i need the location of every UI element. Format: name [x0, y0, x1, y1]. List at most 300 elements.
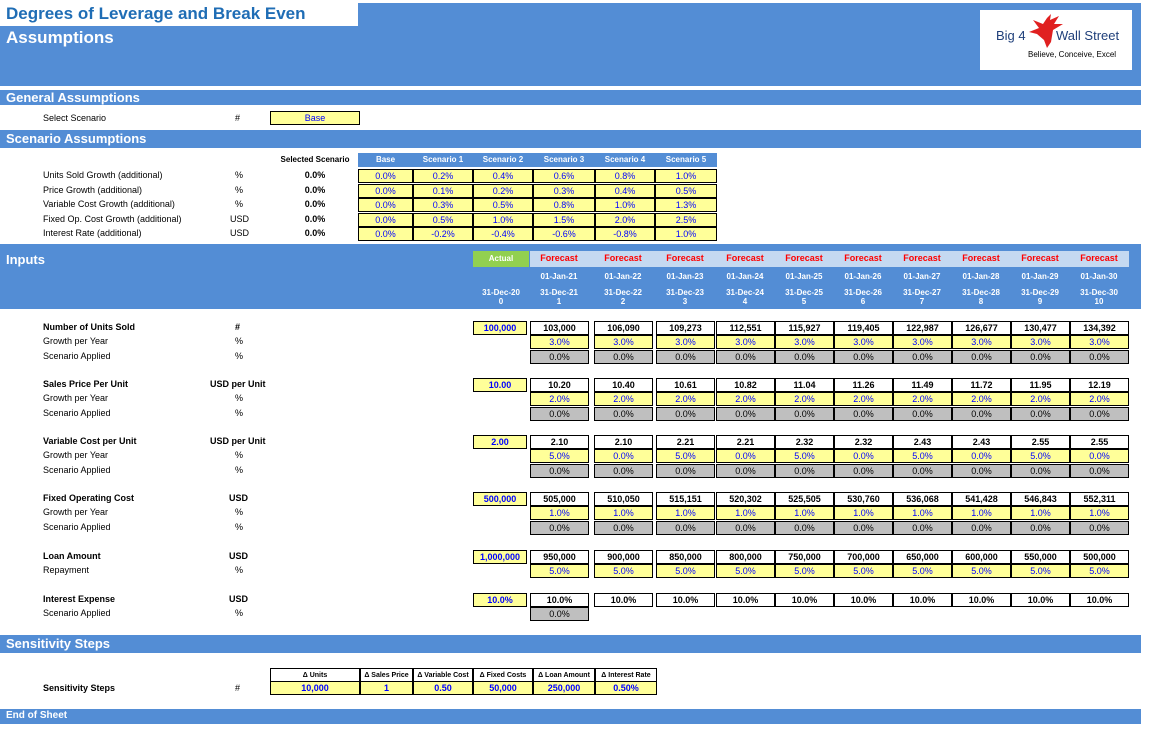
scenario-row-unit: %: [235, 170, 244, 180]
scenario-selected-value: 0.0%: [304, 213, 326, 224]
scenario-input-cell[interactable]: 1.0%: [655, 227, 717, 241]
scenario-applied-cell: 0.0%: [1011, 464, 1070, 478]
sensitivity-input-cell[interactable]: 0.50%: [595, 681, 657, 695]
forecast-label: Forecast: [1080, 253, 1118, 263]
scenario-selected-value: 0.0%: [304, 170, 326, 180]
end-date: 31-Dec-27: [903, 288, 941, 297]
input-sub-unit: %: [235, 464, 244, 475]
sensitivity-header: Δ Units: [270, 668, 360, 682]
growth-input-cell[interactable]: 5.0%: [893, 449, 952, 463]
input-sub-unit: %: [235, 521, 244, 532]
page-subtitle: Assumptions: [6, 28, 114, 47]
logo: [980, 10, 1132, 70]
scenario-applied-cell: 0.0%: [594, 407, 653, 421]
input-actual-cell[interactable]: 1,000,000: [473, 550, 527, 564]
scenario-input-cell[interactable]: 1.0%: [595, 198, 655, 212]
scenario-selected-value: 0.0%: [304, 228, 326, 238]
input-forecast-cell: 950,000: [530, 550, 589, 564]
input-forecast-cell: 650,000: [893, 550, 952, 564]
end-date: 31-Dec-24: [726, 288, 764, 297]
scenario-header-6: Scenario 5: [655, 153, 717, 167]
scenario-applied-cell: 0.0%: [594, 464, 653, 478]
input-forecast-cell: 10.20: [530, 378, 589, 392]
end-date: 31-Dec-21: [540, 288, 578, 297]
input-forecast-cell: 2.21: [656, 435, 715, 449]
input-forecast-cell: 109,273: [656, 321, 715, 335]
input-group-unit: #: [235, 322, 241, 332]
input-forecast-cell: 106,090: [594, 321, 653, 335]
growth-input-cell[interactable]: 2.0%: [716, 392, 775, 406]
input-forecast-cell: 530,760: [834, 492, 893, 506]
input-forecast-cell: 525,505: [775, 492, 834, 506]
input-group-label: Sales Price Per Unit: [43, 379, 129, 389]
input-forecast-cell: 12.19: [1070, 378, 1129, 392]
forecast-label: Forecast: [903, 253, 941, 263]
growth-input-cell[interactable]: 0.0%: [952, 449, 1011, 463]
growth-input-cell[interactable]: 5.0%: [775, 449, 834, 463]
forecast-label: Forecast: [666, 253, 704, 263]
input-forecast-cell: 2.55: [1070, 435, 1129, 449]
input-forecast-cell: 515,151: [656, 492, 715, 506]
logo-text-left: Big 4: [996, 28, 1026, 43]
scenario-applied-cell: 0.0%: [834, 464, 893, 478]
scenario-applied-cell: 0.0%: [530, 350, 589, 364]
input-forecast-cell: 2.32: [834, 435, 893, 449]
forecast-label: Forecast: [540, 253, 578, 263]
input-sub-label: Scenario Applied: [43, 608, 111, 618]
scenario-input-cell[interactable]: 0.4%: [595, 184, 655, 198]
scenario-row-unit: %: [235, 184, 244, 195]
start-date: 01-Jan-23: [666, 272, 704, 281]
scenario-applied-cell: 0.0%: [1011, 407, 1070, 421]
scenario-input-cell[interactable]: -0.6%: [533, 227, 595, 241]
input-forecast-cell: 122,987: [893, 321, 952, 335]
input-forecast-cell: 10.61: [656, 378, 715, 392]
growth-input-cell[interactable]: 1.0%: [1070, 506, 1129, 520]
scenario-applied-cell: 0.0%: [893, 464, 952, 478]
scenario-applied-cell: 0.0%: [1070, 521, 1129, 535]
input-group-unit: USD: [229, 493, 249, 503]
input-forecast-cell: 10.40: [594, 378, 653, 392]
growth-input-cell[interactable]: 3.0%: [893, 335, 952, 349]
scenario-row-unit: USD: [230, 228, 250, 238]
growth-input-cell[interactable]: 1.0%: [716, 506, 775, 520]
scenario-input-cell[interactable]: -0.4%: [473, 227, 533, 241]
period-number: 3: [682, 297, 688, 306]
scenario-applied-cell: 0.0%: [775, 464, 834, 478]
input-sub-label: Scenario Applied: [43, 521, 111, 532]
input-forecast-cell: 10.0%: [952, 593, 1011, 607]
growth-input-cell[interactable]: 1.0%: [656, 506, 715, 520]
scenario-applied-cell: 0.0%: [893, 350, 952, 364]
forecast-label: Forecast: [962, 253, 1000, 263]
sensitivity-header: Δ Interest Rate: [595, 668, 657, 682]
input-forecast-cell: 850,000: [656, 550, 715, 564]
growth-input-cell[interactable]: 3.0%: [1011, 335, 1070, 349]
scenario-input-cell[interactable]: 0.2%: [473, 184, 533, 198]
input-actual-cell[interactable]: 2.00: [473, 435, 527, 449]
scenario-row-unit: %: [235, 199, 244, 209]
growth-input-cell[interactable]: 1.0%: [530, 506, 589, 520]
input-forecast-cell: 800,000: [716, 550, 775, 564]
input-sub-unit: %: [235, 336, 244, 346]
input-forecast-cell: 505,000: [530, 492, 589, 506]
input-group-unit: USD per Unit: [210, 436, 266, 446]
sensitivity-header: Δ Loan Amount: [533, 668, 595, 682]
start-date: 01-Jan-21: [540, 272, 578, 281]
input-forecast-cell: 11.72: [952, 378, 1011, 392]
scenario-input-cell[interactable]: -0.8%: [595, 227, 655, 241]
input-group-unit: USD per Unit: [210, 379, 266, 389]
sensitivity-input-cell[interactable]: 50,000: [473, 681, 533, 695]
scenario-row-label: Units Sold Growth (additional): [43, 170, 163, 180]
growth-input-cell[interactable]: 5.0%: [893, 564, 952, 578]
input-actual-cell[interactable]: 500,000: [473, 492, 527, 506]
input-forecast-cell: 750,000: [775, 550, 834, 564]
growth-input-cell[interactable]: 3.0%: [530, 335, 589, 349]
input-forecast-cell: 10.0%: [530, 593, 589, 607]
scenario-applied-cell: 0.0%: [656, 521, 715, 535]
input-forecast-cell: 500,000: [1070, 550, 1129, 564]
input-forecast-cell: 900,000: [594, 550, 653, 564]
end-date: 31-Dec-29: [1021, 288, 1059, 297]
period-number: 5: [801, 297, 807, 306]
growth-input-cell[interactable]: 0.0%: [834, 449, 893, 463]
growth-input-cell[interactable]: 2.0%: [530, 392, 589, 406]
growth-input-cell[interactable]: 2.0%: [656, 392, 715, 406]
period-number: 4: [742, 297, 748, 306]
input-group-unit: USD: [229, 551, 249, 561]
scenario-input-cell[interactable]: 0.6%: [533, 169, 595, 183]
input-forecast-cell: 520,302: [716, 492, 775, 506]
scenario-applied-cell: 0.0%: [1070, 407, 1129, 421]
input-forecast-cell: 2.55: [1011, 435, 1070, 449]
scenario-input-cell[interactable]: 1.5%: [533, 213, 595, 227]
growth-input-cell[interactable]: 2.0%: [952, 392, 1011, 406]
end-date: 31-Dec-20: [482, 288, 520, 297]
input-forecast-cell: 600,000: [952, 550, 1011, 564]
input-sub-label: Scenario Applied: [43, 464, 111, 475]
scenario-applied-cell: 0.0%: [834, 407, 893, 421]
scenario-applied-cell: 0.0%: [775, 350, 834, 364]
growth-input-cell[interactable]: 2.0%: [1011, 392, 1070, 406]
scenario-input-cell[interactable]: 0.0%: [358, 227, 413, 241]
input-sub-label: Growth per Year: [43, 336, 109, 346]
select-scenario-dropdown[interactable]: Base: [270, 111, 360, 125]
period-number: 10: [1094, 297, 1104, 306]
logo-tagline: Believe, Conceive, Excel: [1028, 50, 1117, 59]
growth-input-cell[interactable]: 5.0%: [775, 564, 834, 578]
growth-input-cell[interactable]: 3.0%: [594, 335, 653, 349]
scenario-applied-cell: 0.0%: [530, 521, 589, 535]
scenario-header-1: Base: [358, 153, 413, 167]
scenario-applied-cell: 0.0%: [594, 521, 653, 535]
scenario-row-label: Fixed Op. Cost Growth (additional): [43, 213, 182, 224]
period-number: 8: [978, 297, 984, 306]
scenario-applied-cell: 0.0%: [716, 407, 775, 421]
sensitivity-input-cell[interactable]: 0.50: [413, 681, 473, 695]
growth-input-cell[interactable]: 3.0%: [1070, 335, 1129, 349]
growth-input-cell[interactable]: 1.0%: [952, 506, 1011, 520]
input-forecast-cell: 11.26: [834, 378, 893, 392]
input-forecast-cell: 541,428: [952, 492, 1011, 506]
scenario-applied-cell: 0.0%: [893, 407, 952, 421]
period-number: 2: [620, 297, 626, 306]
scenario-input-cell[interactable]: -0.2%: [413, 227, 473, 241]
input-forecast-cell: 550,000: [1011, 550, 1070, 564]
growth-input-cell[interactable]: 5.0%: [716, 564, 775, 578]
input-forecast-cell: 546,843: [1011, 492, 1070, 506]
input-actual-cell[interactable]: 10.00: [473, 378, 527, 392]
scenario-input-cell[interactable]: 0.5%: [413, 213, 473, 227]
input-forecast-cell: 2.21: [716, 435, 775, 449]
growth-input-cell[interactable]: 3.0%: [775, 335, 834, 349]
scenario-applied-cell: 0.0%: [834, 350, 893, 364]
growth-input-cell[interactable]: 2.0%: [775, 392, 834, 406]
growth-input-cell[interactable]: 5.0%: [656, 449, 715, 463]
scenario-applied-cell: 0.0%: [716, 350, 775, 364]
input-forecast-cell: 2.32: [775, 435, 834, 449]
growth-input-cell[interactable]: 5.0%: [656, 564, 715, 578]
input-forecast-cell: 510,050: [594, 492, 653, 506]
growth-input-cell[interactable]: 3.0%: [834, 335, 893, 349]
period-number: 7: [919, 297, 925, 306]
sensitivity-header: Δ Variable Cost: [413, 668, 473, 682]
input-actual-cell[interactable]: 100,000: [473, 321, 527, 335]
growth-input-cell[interactable]: 3.0%: [656, 335, 715, 349]
scenario-input-cell[interactable]: 0.1%: [413, 184, 473, 198]
sensitivity-steps-label: Sensitivity Steps: [43, 683, 116, 693]
input-forecast-cell: 11.49: [893, 378, 952, 392]
sensitivity-input-cell[interactable]: 250,000: [533, 681, 595, 695]
growth-input-cell[interactable]: 2.0%: [893, 392, 952, 406]
growth-input-cell[interactable]: 5.0%: [530, 564, 589, 578]
scenario-applied-cell: 0.0%: [1011, 350, 1070, 364]
general-band: [0, 90, 1141, 105]
scenario-applied-cell: 0.0%: [530, 607, 589, 621]
growth-input-cell[interactable]: 0.0%: [1070, 449, 1129, 463]
input-actual-cell[interactable]: 10.0%: [473, 593, 527, 607]
input-sub-unit: %: [235, 350, 244, 361]
input-forecast-cell: 126,677: [952, 321, 1011, 335]
input-sub-label: Scenario Applied: [43, 407, 111, 418]
scenario-input-cell[interactable]: 0.3%: [413, 198, 473, 212]
scenario-selected-value: 0.0%: [304, 184, 326, 195]
scenario-input-cell[interactable]: 0.3%: [533, 184, 595, 198]
start-date: 01-Jan-28: [962, 272, 1000, 281]
scenario-applied-cell: 0.0%: [952, 407, 1011, 421]
input-forecast-cell: 536,068: [893, 492, 952, 506]
scenario-applied-cell: 0.0%: [1070, 464, 1129, 478]
growth-input-cell[interactable]: 1.0%: [1011, 506, 1070, 520]
scenario-applied-cell: 0.0%: [775, 521, 834, 535]
sensitivity-header: Δ Fixed Costs: [473, 668, 533, 682]
growth-input-cell[interactable]: 0.0%: [594, 449, 653, 463]
growth-input-cell[interactable]: 0.0%: [716, 449, 775, 463]
input-forecast-cell: 112,551: [716, 321, 775, 335]
scenario-header-0: Selected Scenario: [272, 153, 358, 167]
start-date: 01-Jan-30: [1080, 272, 1118, 281]
scenario-header-2: Scenario 1: [413, 153, 473, 167]
scenario-applied-cell: 0.0%: [530, 407, 589, 421]
select-scenario-unit: #: [235, 113, 241, 123]
input-forecast-cell: 130,477: [1011, 321, 1070, 335]
start-date: 01-Jan-26: [844, 272, 882, 281]
scenario-row-label: Interest Rate (additional): [43, 228, 142, 238]
footer-band: [0, 709, 1141, 724]
end-date: 31-Dec-23: [666, 288, 704, 297]
scenario-applied-cell: 0.0%: [952, 350, 1011, 364]
input-forecast-cell: 10.0%: [893, 593, 952, 607]
input-forecast-cell: 2.43: [893, 435, 952, 449]
input-sub-unit: %: [235, 608, 244, 618]
growth-input-cell[interactable]: 5.0%: [530, 449, 589, 463]
input-forecast-cell: 134,392: [1070, 321, 1129, 335]
input-forecast-cell: 2.10: [594, 435, 653, 449]
input-forecast-cell: 10.0%: [716, 593, 775, 607]
scenario-header-4: Scenario 3: [533, 153, 595, 167]
input-forecast-cell: 700,000: [834, 550, 893, 564]
scenario-input-cell[interactable]: 1.0%: [655, 169, 717, 183]
period-number: 1: [556, 297, 562, 306]
growth-input-cell[interactable]: 2.0%: [594, 392, 653, 406]
scenario-input-cell[interactable]: 0.0%: [358, 169, 413, 183]
growth-input-cell[interactable]: 3.0%: [716, 335, 775, 349]
period-number: 9: [1037, 297, 1043, 306]
scenario-row-label: Price Growth (additional): [43, 184, 143, 195]
page-title: Degrees of Leverage and Break Even: [6, 4, 306, 23]
input-forecast-cell: 10.82: [716, 378, 775, 392]
general-section-title: General Assumptions: [6, 90, 140, 105]
growth-input-cell[interactable]: 5.0%: [1011, 564, 1070, 578]
input-sub-label: Growth per Year: [43, 450, 109, 460]
scenario-applied-cell: 0.0%: [530, 464, 589, 478]
scenario-input-cell[interactable]: 2.5%: [655, 213, 717, 227]
input-sub-label: Repayment: [43, 565, 90, 575]
input-sub-label: Growth per Year: [43, 393, 109, 403]
growth-input-cell[interactable]: 2.0%: [834, 392, 893, 406]
input-group-label: Variable Cost per Unit: [43, 436, 137, 446]
growth-input-cell[interactable]: 1.0%: [775, 506, 834, 520]
actual-label: Actual: [473, 251, 529, 267]
growth-input-cell[interactable]: 3.0%: [952, 335, 1011, 349]
input-sub-unit: %: [235, 565, 244, 575]
growth-input-cell[interactable]: 5.0%: [594, 564, 653, 578]
select-scenario-label: Select Scenario: [43, 113, 107, 123]
input-forecast-cell: 119,405: [834, 321, 893, 335]
input-sub-unit: %: [235, 393, 244, 403]
input-group-label: Loan Amount: [43, 551, 101, 561]
scenario-input-cell[interactable]: 0.8%: [595, 169, 655, 183]
scenario-header-3: Scenario 2: [473, 153, 533, 167]
input-sub-unit: %: [235, 450, 244, 460]
scenario-applied-cell: 0.0%: [716, 521, 775, 535]
input-group-unit: USD: [229, 594, 249, 604]
forecast-label: Forecast: [604, 253, 642, 263]
end-date: 31-Dec-22: [604, 288, 642, 297]
scenario-input-cell[interactable]: 0.0%: [358, 213, 413, 227]
scenario-row-unit: USD: [230, 213, 250, 224]
sensitivity-section-title: Sensitivity Steps: [6, 636, 111, 651]
input-forecast-cell: 11.04: [775, 378, 834, 392]
scenario-header-5: Scenario 4: [595, 153, 655, 167]
scenario-applied-cell: 0.0%: [656, 464, 715, 478]
scenario-input-cell[interactable]: 0.2%: [413, 169, 473, 183]
growth-input-cell[interactable]: 5.0%: [1011, 449, 1070, 463]
forecast-label: Forecast: [785, 253, 823, 263]
scenario-input-cell[interactable]: 1.0%: [473, 213, 533, 227]
input-group-label: Fixed Operating Cost: [43, 493, 135, 503]
scenario-row-label: Variable Cost Growth (additional): [43, 199, 175, 209]
end-date: 31-Dec-25: [785, 288, 823, 297]
input-sub-label: Scenario Applied: [43, 350, 111, 361]
input-forecast-cell: 2.43: [952, 435, 1011, 449]
scenario-applied-cell: 0.0%: [952, 521, 1011, 535]
growth-input-cell[interactable]: 2.0%: [1070, 392, 1129, 406]
sensitivity-input-cell[interactable]: 1: [360, 681, 413, 695]
growth-input-cell[interactable]: 5.0%: [952, 564, 1011, 578]
end-date: 31-Dec-28: [962, 288, 1000, 297]
input-forecast-cell: 115,927: [775, 321, 834, 335]
scenario-input-cell[interactable]: 0.0%: [358, 198, 413, 212]
growth-input-cell[interactable]: 1.0%: [893, 506, 952, 520]
scenario-input-cell[interactable]: 1.3%: [655, 198, 717, 212]
scenario-applied-cell: 0.0%: [656, 407, 715, 421]
start-date: 01-Jan-27: [903, 272, 941, 281]
period-number: 0: [498, 297, 504, 306]
start-date: 01-Jan-25: [785, 272, 823, 281]
growth-input-cell[interactable]: 5.0%: [1070, 564, 1129, 578]
scenario-applied-cell: 0.0%: [716, 464, 775, 478]
start-date: 01-Jan-22: [604, 272, 642, 281]
sensitivity-steps-unit: #: [235, 683, 241, 693]
forecast-label: Forecast: [844, 253, 882, 263]
scenario-applied-cell: 0.0%: [893, 521, 952, 535]
forecast-label: Forecast: [1021, 253, 1059, 263]
input-forecast-cell: 11.95: [1011, 378, 1070, 392]
end-of-sheet-label: End of Sheet: [6, 710, 68, 721]
scenario-applied-cell: 0.0%: [952, 464, 1011, 478]
sensitivity-input-cell[interactable]: 10,000: [270, 681, 360, 695]
scenario-input-cell[interactable]: 0.0%: [358, 184, 413, 198]
growth-input-cell[interactable]: 5.0%: [834, 564, 893, 578]
forecast-label: Forecast: [726, 253, 764, 263]
scenario-applied-cell: 0.0%: [656, 350, 715, 364]
end-date: 31-Dec-30: [1080, 288, 1118, 297]
input-group-label: Number of Units Sold: [43, 322, 135, 332]
input-forecast-cell: 10.0%: [1011, 593, 1070, 607]
scenario-input-cell[interactable]: 2.0%: [595, 213, 655, 227]
start-date: 01-Jan-29: [1021, 272, 1059, 281]
sensitivity-band: [0, 635, 1141, 653]
scenario-applied-cell: 0.0%: [594, 350, 653, 364]
end-date: 31-Dec-26: [844, 288, 882, 297]
input-forecast-cell: 10.0%: [834, 593, 893, 607]
logo-text-right: Wall Street: [1056, 28, 1120, 43]
scenario-input-cell[interactable]: 0.5%: [655, 184, 717, 198]
input-forecast-cell: 2.10: [530, 435, 589, 449]
growth-input-cell[interactable]: 1.0%: [834, 506, 893, 520]
scenario-input-cell[interactable]: 0.5%: [473, 198, 533, 212]
input-sub-unit: %: [235, 407, 244, 418]
scenario-applied-cell: 0.0%: [1070, 350, 1129, 364]
input-forecast-cell: 10.0%: [594, 593, 653, 607]
scenario-input-cell[interactable]: 0.4%: [473, 169, 533, 183]
scenario-section-title: Scenario Assumptions: [6, 131, 147, 146]
scenario-input-cell[interactable]: 0.8%: [533, 198, 595, 212]
input-forecast-cell: 552,311: [1070, 492, 1129, 506]
growth-input-cell[interactable]: 1.0%: [594, 506, 653, 520]
